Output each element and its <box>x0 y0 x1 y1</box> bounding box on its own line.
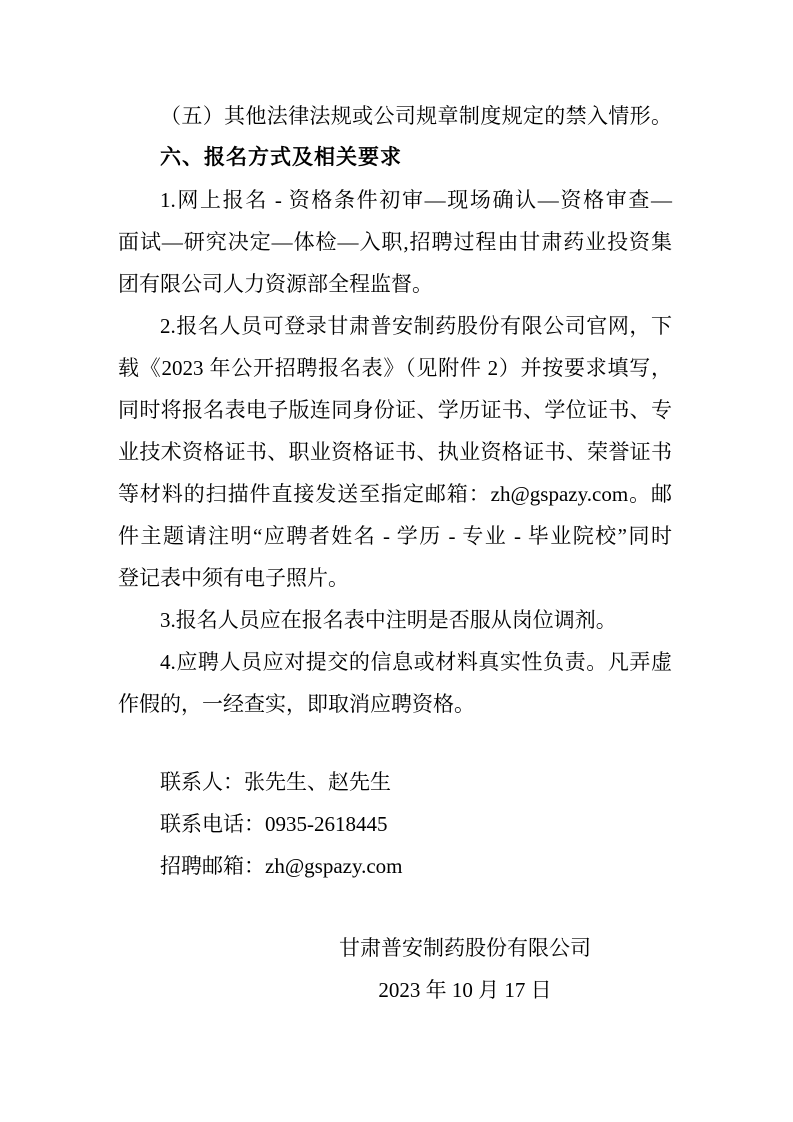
contact-person-line: 联系人：张先生、赵先生 <box>160 770 391 794</box>
blank-line <box>118 887 672 927</box>
doc-line-item2-f: 件主题请注明“应聘者姓名 - 学历 - 专业 - 毕业院校”同时 <box>118 524 672 548</box>
signature-block <box>258 927 672 1011</box>
doc-line-item2-c: 同时将报名表电子版连同身份证、学历证书、学位证书、专 <box>118 398 672 422</box>
doc-line-item4-a: 4.应聘人员应对提交的信息或材料真实性负责。凡弄虚 <box>160 650 672 674</box>
signature-company: 甘肃普安制药股份有限公司 <box>339 936 591 960</box>
doc-line-item4-b: 作假的，一经查实，即取消应聘资格。 <box>118 692 475 716</box>
contact-email-line: 招聘邮箱：zh@gspazy.com <box>160 854 403 878</box>
section-heading-6: 六、报名方式及相关要求 <box>160 146 402 169</box>
doc-line-item3: 3.报名人员应在报名表中注明是否服从岗位调剂。 <box>160 608 617 632</box>
doc-line-item2-a: 2.报名人员可登录甘肃普安制药股份有限公司官网，下 <box>160 314 672 338</box>
doc-line-item1-c: 团有限公司人力资源部全程监督。 <box>118 272 433 296</box>
doc-line-item2-d: 业技术资格证书、职业资格证书、执业资格证书、荣誉证书 <box>118 440 672 464</box>
blank-line <box>118 725 672 761</box>
doc-line-clause-5: （五）其他法律法规或公司规章制度规定的禁入情形。 <box>160 104 672 128</box>
signature-date: 2023 年 10 月 17 日 <box>378 978 552 1002</box>
document-content <box>118 95 672 1011</box>
doc-line-item2-b: 载《2023 年公开招聘报名表》（见附件 2）并按要求填写， <box>118 356 672 380</box>
doc-line-item1-a: 1.网上报名 - 资格条件初审—现场确认—资格审查— <box>160 188 672 212</box>
doc-line-item1-b: 面试—研究决定—体检—入职,招聘过程由甘肃药业投资集 <box>118 230 672 254</box>
contact-phone-line: 联系电话：0935-2618445 <box>160 812 388 836</box>
doc-line-item2-e: 等材料的扫描件直接发送至指定邮箱：zh@gspazy.com。邮 <box>118 482 672 506</box>
doc-line-item2-g: 登记表中须有电子照片。 <box>118 566 349 590</box>
